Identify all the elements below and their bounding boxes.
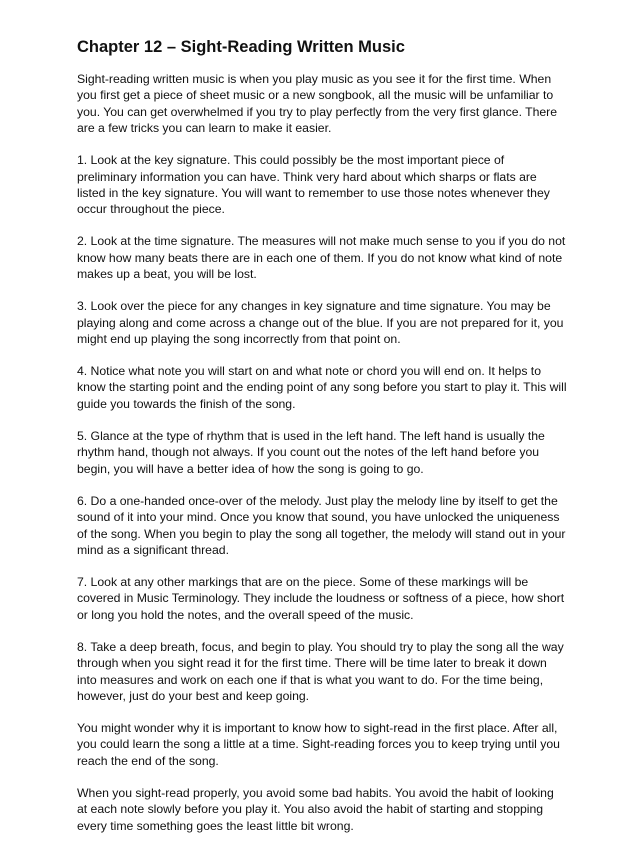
- tip-5-left-hand-rhythm: 5. Glance at the type of rhythm that is used in the left hand. The left hand is usually the rhythm hand, though not always. If you count out the notes of the left hand before you begin, you will have a better idea of how the song is going to go.: [77, 428, 545, 476]
- intro-paragraph: Sight-reading written music is when you play music as you see it for the first time. When you first get a piece of sheet music or a new songbook, all the music will be unfamiliar to you. You can get overwhelmed if you try to play perfectly from the very first glance. There are a few tricks you can learn to make it easier.: [77, 72, 558, 136]
- why-sight-read-paragraph: You might wonder why it is important to know how to sight-read in the first place. After all, you could learn the song a little at a time. Sight-reading forces you to keep trying until you reach the end of the song.: [77, 720, 560, 768]
- tip-1-key-signature: 1. Look at the key signature. This could possibly be the most important piece of preliminary information you can have. Think very hard about which sharps or flats are listed in the key signature. You will want to remember to use those notes whenever they occur throughout the piece.: [77, 153, 550, 217]
- tip-4-start-end-notes: 4. Notice what note you will start on and what note or chord you will end on. It helps to know the starting point and the ending point of any song before you start to play it. This will guide you towards the finish of the song.: [77, 364, 567, 411]
- chapter-title: Chapter 12 – Sight-Reading Written Music: [77, 38, 405, 56]
- bad-habits-paragraph: When you sight-read properly, you avoid some bad habits. You avoid the habit of looking at each note slowly before you play it. You also avoid the habit of starting and stopping every time something goes the least little bit wrong.: [77, 785, 554, 833]
- document-page: [77, 37, 567, 850]
- tip-3-signature-changes: 3. Look over the piece for any changes in key signature and time signature. You may be playing along and come across a change out of the blue. If you are not prepared for it, you might end up playing the song incorrectly from that point on.: [77, 299, 564, 347]
- tip-7-markings: 7. Look at any other markings that are on the piece. Some of these markings will be covered in Music Terminology. They include the loudness or softness of a piece, how short or long you hold the notes, and the overall speed of the music.: [77, 574, 565, 622]
- tip-2-time-signature: 2. Look at the time signature. The measures will not make much sense to you if you do not know how many beats there are in each one of them. If you do not know what kind of note makes up a beat, you will be lost.: [77, 234, 566, 282]
- tip-8-begin-playing: 8. Take a deep breath, focus, and begin to play. You should try to play the song all the way through when you sight read it for the first time. There will be time later to break it down into measures and work on each one if that is what you want to do. For the time being, however, just do your best and keep going.: [77, 639, 564, 703]
- tip-6-melody: 6. Do a one-handed once-over of the melody. Just play the melody line by itself to get the sound of it into your mind. Once you know that sound, you have unlocked the uniqueness of the song. When you begin to play the song all together, the melody will stand out in your mind as a significant thread.: [77, 493, 566, 557]
